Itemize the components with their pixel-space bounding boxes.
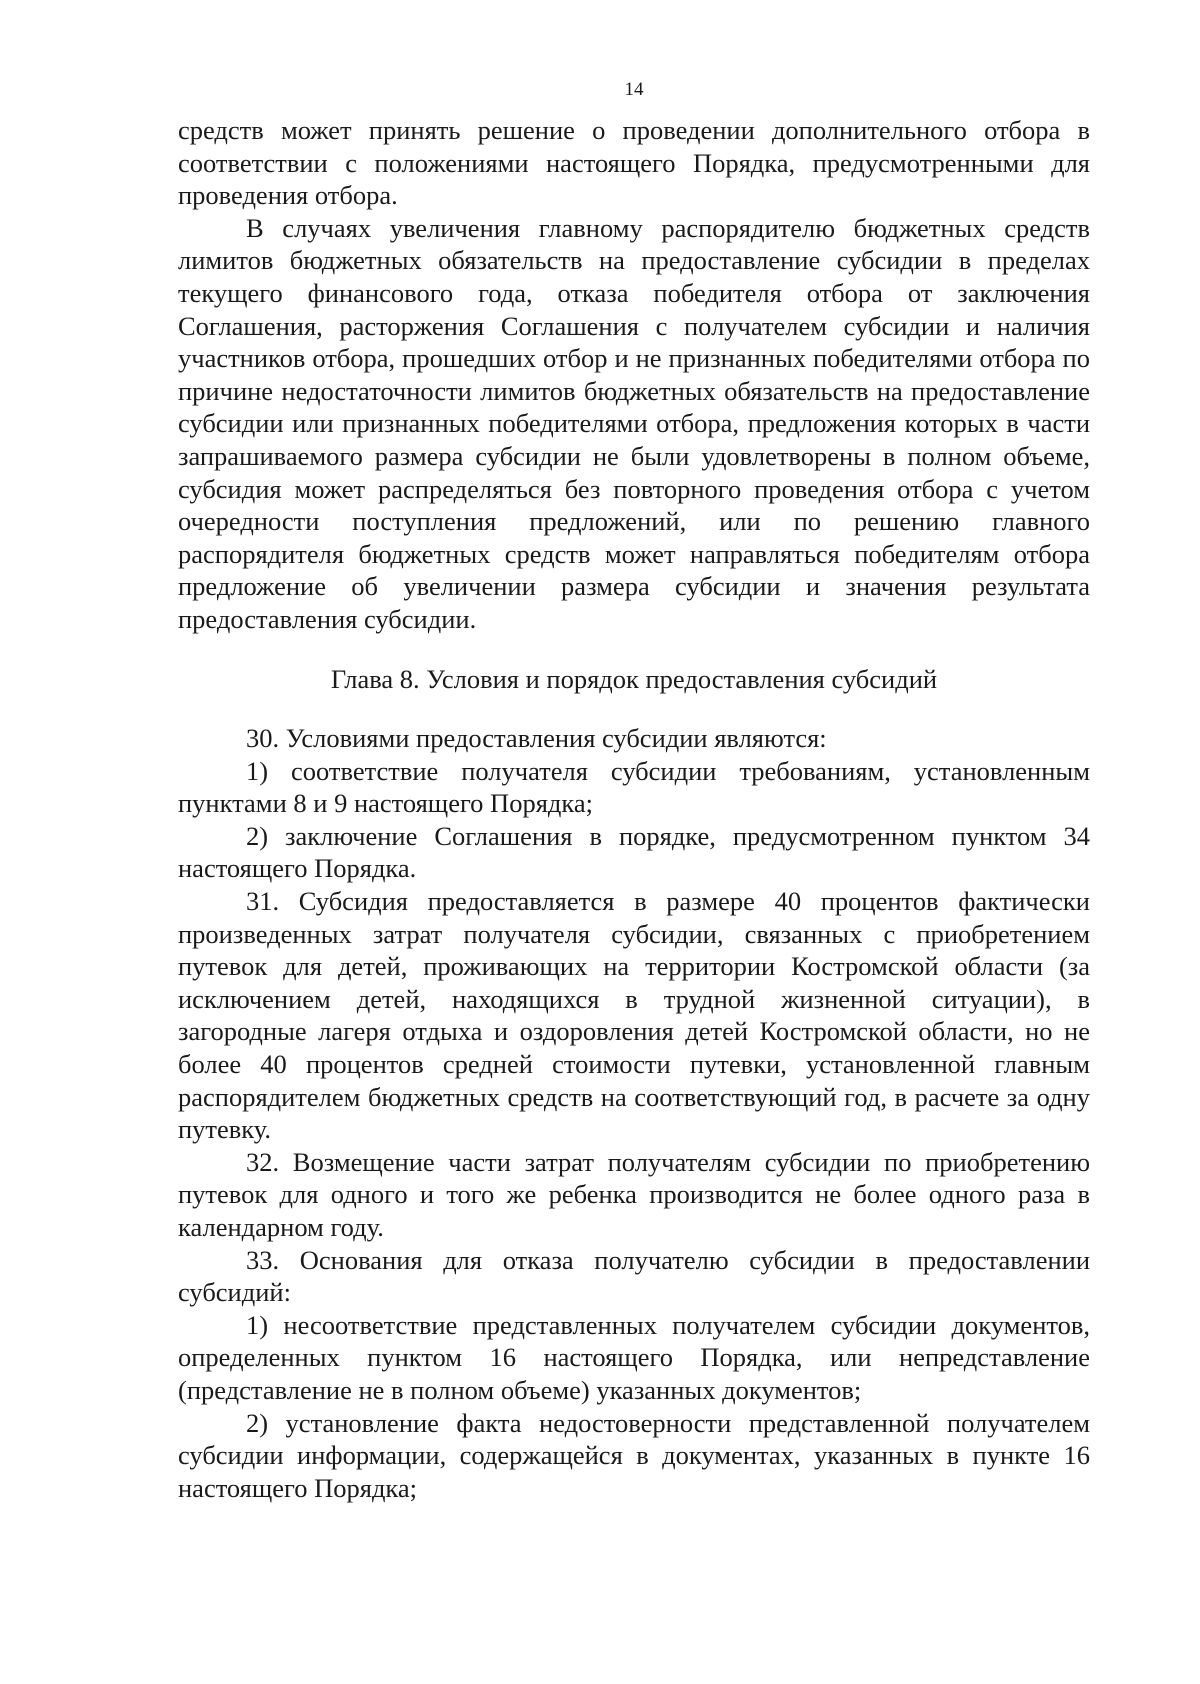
paragraph-item-32: 32. Возмещение части затрат получателям субсидии по приобретению путевок для одного и того же ребенка производится не более одного раза в календарном году. [178,1146,1090,1242]
paragraph-item-33-2: 2) установление факта недостоверности представленной получателем субсидии информации, содержащейся в документах, указанных в пункте 16 настоящего Порядка; [178,1407,1090,1503]
document-page [178,78,1090,1504]
page-number: 14 [624,79,644,100]
paragraph-item-30: 30. Условиями предоставления субсидии являются: [246,723,827,754]
paragraph-item-33-1: 1) несоответствие представленных получателем субсидии документов, определенных пунктом 16 настоящего Порядка, или непредставление (представление не в полном объеме) указанных документов; [178,1309,1090,1405]
paragraph-item-33: 33. Основания для отказа получателю субсидии в предоставлении субсидий: [178,1244,1090,1308]
paragraph-item-31: 31. Субсидия предоставляется в размере 40 процентов фактически произведенных затрат получателя субсидии, связанных с приобретением путевок для детей, проживающих на территории Костромской области (за исключением детей, находящихся в трудной жизненной ситуации), в загородные лагеря отдыха и оздоровления детей Костромской области, но не более 40 процентов средней стоимости путевки, установленной главным распорядителем бюджетных средств на соответствующий год, в расчете за одну путевку. [178,886,1090,1145]
paragraph-item-30-1: 1) соответствие получателя субсидии требованиям, установленным пунктами 8 и 9 настоящего Порядка; [178,755,1090,819]
chapter-heading: Глава 8. Условия и порядок предоставления субсидий [330,663,938,694]
paragraph-continuation: средств может принять решение о проведении дополнительного отбора в соответствии с положениями настоящего Порядка, предусмотренными для проведения отбора. [178,115,1090,211]
paragraph-item-30-2: 2) заключение Соглашения в порядке, предусмотренном пунктом 34 настоящего Порядка. [178,820,1090,884]
paragraph-budget-limits: В случаях увеличения главному распорядителю бюджетных средств лимитов бюджетных обязательств на предоставление субсидии в пределах текущего финансового года, отказа победителя отбора от заключения Соглашения, расторжения Соглашения с получателем субсидии и наличия участников отбора, прошедших отбор и не признанных победителями отбора по причине недостаточности лимитов бюджетных обязательств на предоставление субсидии или признанных победителями отбора, предложения которых в части запрашиваемого размера субсидии не были удовлетворены в полном объеме, субсидия может распределяться без повторного проведения отбора с учетом очередности поступления предложений, или по решению главного распорядителя бюджетных средств может направляться победителям отбора предложение об увеличении размера субсидии и значения результата предоставления субсидии. [178,212,1090,634]
